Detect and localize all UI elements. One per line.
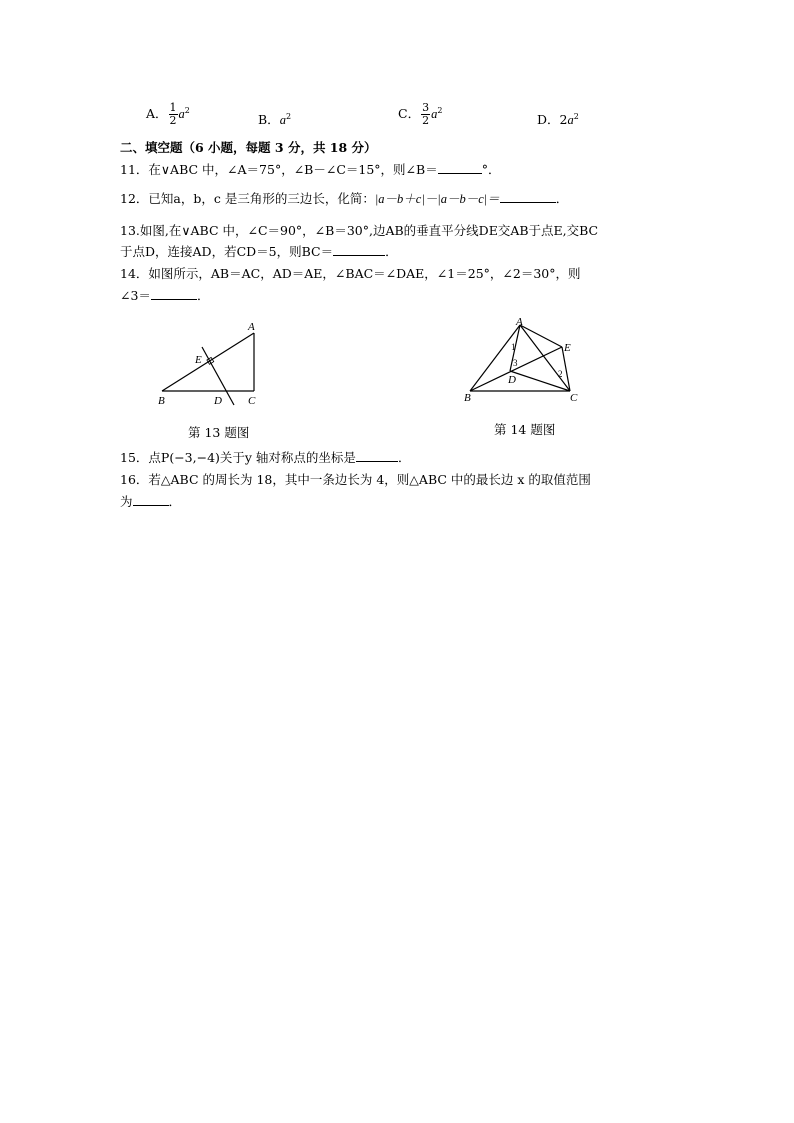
answer-blank-14[interactable]: [151, 287, 197, 300]
fig14-label-b: B: [464, 392, 471, 404]
fig14-label-a: A: [516, 316, 523, 328]
answer-blank-15[interactable]: [356, 449, 398, 462]
choice-a-label: A．: [146, 106, 168, 121]
figure-13: [150, 315, 270, 410]
answer-blank-16[interactable]: [133, 493, 169, 506]
fig14-label-c: C: [570, 392, 578, 404]
choice-c-fraction: $\frac{3}{2}$: [422, 101, 430, 127]
figure-14: [458, 315, 588, 410]
segment-ac: [520, 325, 570, 391]
question-11: [120, 160, 500, 178]
fig13-label-e: E: [195, 354, 202, 366]
fig14-angle-3: 3: [513, 358, 518, 368]
fig14-angle-1: 1: [511, 342, 516, 352]
segment-be: [470, 347, 562, 391]
question-12-number: 12．: [120, 191, 149, 206]
figure-13-caption: 第 13 题图: [188, 425, 250, 440]
fig13-label-b: B: [158, 395, 165, 407]
question-12-expression: |a－b＋c|－|a－b－c|＝: [374, 192, 500, 206]
question-16-line-2: [120, 492, 181, 510]
question-12-end: ．: [555, 191, 569, 206]
fig13-label-d: D: [214, 395, 222, 407]
question-13-text: 于点D，连接AD，若CD＝5，则BC＝: [120, 244, 334, 259]
choice-d: D．$2a^2$: [537, 111, 579, 127]
question-13-line-1: 13.如图,在∨ABC 中，∠C＝90°，∠B＝30°,边AB的垂直平分线DE交AB于点E,交BC: [120, 223, 599, 238]
answer-blank-12[interactable]: [500, 190, 556, 203]
question-16-text: 为: [120, 494, 133, 509]
question-15-end: ．: [397, 450, 411, 465]
choice-c: C． $\frac{3}{2}$ $a^2$: [398, 101, 443, 127]
segment-ae: [520, 325, 562, 347]
choice-d-label: D．: [537, 112, 560, 127]
figure-14-caption: 第 14 题图: [494, 422, 556, 437]
choice-a-fraction: $\frac{1}{2}$: [169, 101, 177, 127]
choice-c-label: C．: [398, 106, 421, 121]
choice-b: B．$a^2$: [258, 111, 292, 127]
question-13-end: ．: [385, 244, 398, 259]
question-14-line-1: 14．如图所示，AB＝AC，AD＝AE，∠BAC＝∠DAE，∠1＝25°，∠2＝30°，则: [120, 266, 581, 281]
fig13-label-c: C: [248, 395, 256, 407]
answer-blank-13[interactable]: [333, 243, 385, 256]
question-14-line-2: [120, 286, 209, 304]
question-14-end: ．: [196, 288, 210, 303]
fig14-label-e: E: [564, 342, 571, 354]
question-12: [120, 189, 568, 207]
question-13-line-2: [120, 242, 398, 260]
question-11-number: 11．: [120, 162, 149, 177]
section-title: 二、填空题（6 小题，每题 3 分，共 18 分）: [120, 140, 377, 155]
question-12-text: 已知a，b，c 是三角形的三边长，化简：: [148, 191, 375, 206]
choice-b-label: B．: [258, 112, 280, 127]
question-11-end: °．: [481, 162, 501, 177]
question-15: [120, 448, 410, 466]
question-16-line-1: 16．若△ABC 的周长为 18，其中一条边长为 4，则△ABC 中的最长边 x 的取值范围: [120, 472, 591, 487]
question-11-text: 在∨ABC 中，∠A＝75°，∠B－∠C＝15°，则∠B＝: [148, 162, 438, 177]
fig14-angle-2: 2: [558, 369, 563, 379]
fig13-label-a: A: [248, 321, 255, 333]
answer-blank-11[interactable]: [438, 161, 482, 174]
question-16-end: ．: [168, 494, 182, 509]
choice-a: A． $\frac{1}{2}$ $a^2$: [146, 101, 190, 127]
fig14-label-d: D: [508, 374, 516, 386]
question-14-text: ∠3＝: [120, 288, 151, 303]
question-15-text: 15．点P(−3,−4)关于y 轴对称点的坐标是: [120, 450, 356, 465]
